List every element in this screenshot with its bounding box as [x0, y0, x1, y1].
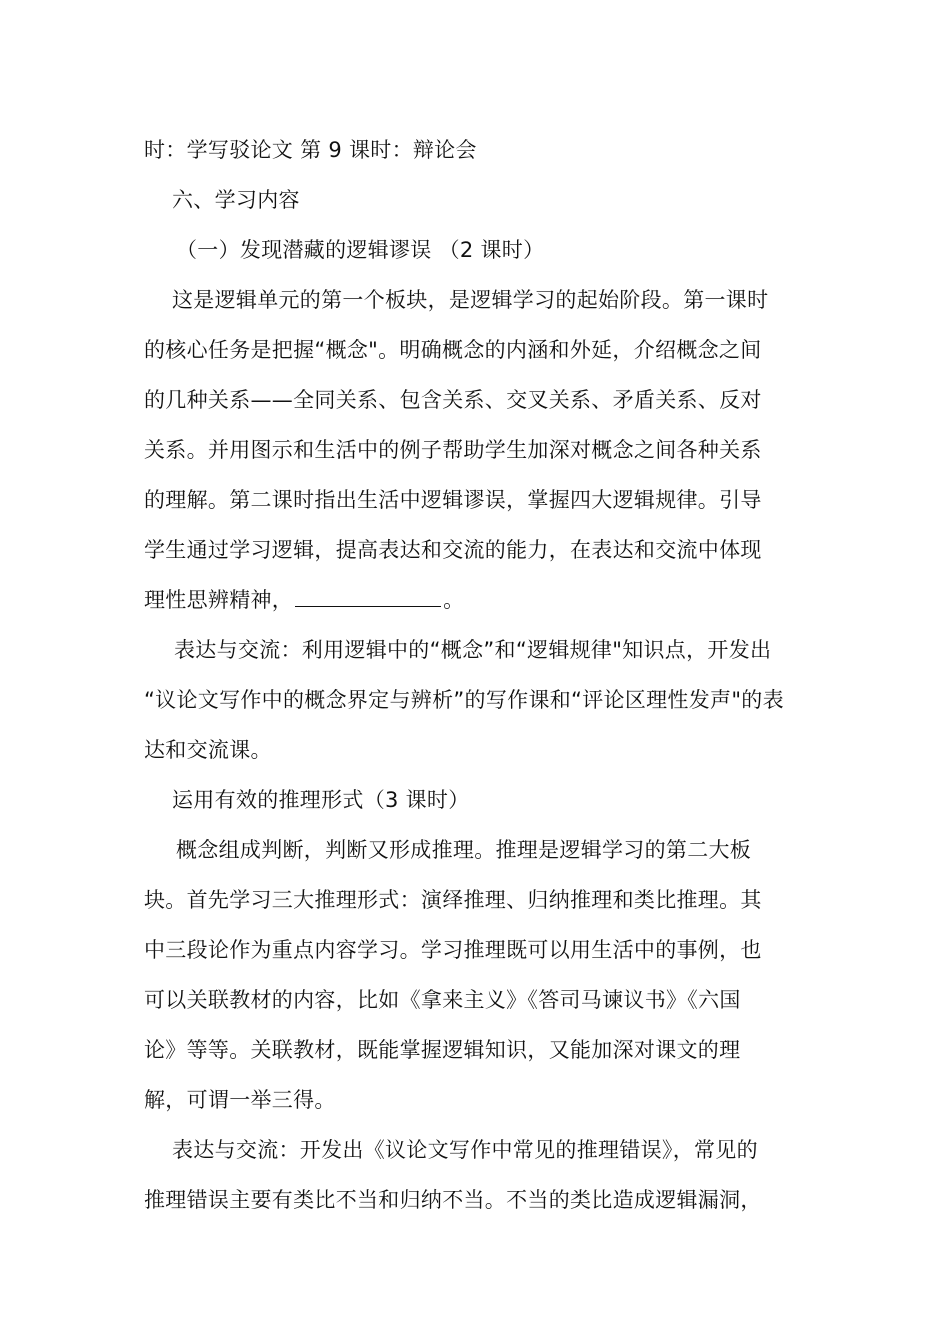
paragraph-line: 中三段论作为重点内容学习。学习推理既可以用生活中的事例，也: [144, 938, 762, 962]
paragraph-line: 推理错误主要有类比不当和归纳不当。不当的类比造成逻辑漏洞，: [144, 1188, 762, 1212]
paragraph-line: 可以关联教材的内容，比如《拿来主义》《答司马谏议书》《六国: [144, 988, 741, 1012]
paragraph-text: 理性思辨精神，: [144, 588, 294, 612]
text-line-1: 时：学写驳论文 第 9 课时：辩论会: [144, 138, 477, 162]
paragraph-line: 学生通过学习逻辑，提高表达和交流的能力，在表达和交流中体现: [144, 538, 762, 562]
paragraph-line: 块。首先学习三大推理形式：演绎推理、归纳推理和类比推理。其: [144, 888, 762, 912]
paragraph-text: 。: [443, 588, 465, 612]
subsection-heading-2: 运用有效的推理形式（3 课时）: [172, 788, 470, 812]
paragraph-line: 概念组成判断，判断又形成推理。推理是逻辑学习的第二大板: [176, 838, 752, 862]
paragraph-line: 这是逻辑单元的第一个板块，是逻辑学习的起始阶段。第一课时: [172, 288, 769, 312]
paragraph-line: 达和交流课。: [144, 738, 272, 762]
paragraph-line: 的几种关系——全同关系、包含关系、交叉关系、矛盾关系、反对: [144, 388, 762, 412]
paragraph-line: 论》等等。关联教材，既能掌握逻辑知识，又能加深对课文的理: [144, 1038, 741, 1062]
paragraph-line: 表达与交流：利用逻辑中的“概念”和“逻辑规律"知识点，开发出: [174, 638, 772, 662]
section-heading: 六、学习内容: [172, 188, 300, 212]
paragraph-line: 的核心任务是把握“概念"。明确概念的内涵和外延，介绍概念之间: [144, 338, 762, 362]
paragraph-line-with-blank: [144, 586, 464, 614]
subsection-heading-1: （一）发现潜藏的逻辑谬误 （2 课时）: [176, 238, 545, 262]
paragraph-line: 解，可谓一举三得。: [144, 1088, 336, 1112]
paragraph-line: 的理解。第二课时指出生活中逻辑谬误，掌握四大逻辑规律。引导: [144, 488, 762, 512]
paragraph-line: 表达与交流：开发出《议论文写作中常见的推理错误》，常见的: [172, 1138, 758, 1162]
paragraph-line: 关系。并用图示和生活中的例子帮助学生加深对概念之间各种关系: [144, 438, 762, 462]
fill-in-blank: [295, 586, 441, 607]
paragraph-line: “议论文写作中的概念界定与辨析”的写作课和“评论区理性发声"的表: [144, 688, 784, 712]
